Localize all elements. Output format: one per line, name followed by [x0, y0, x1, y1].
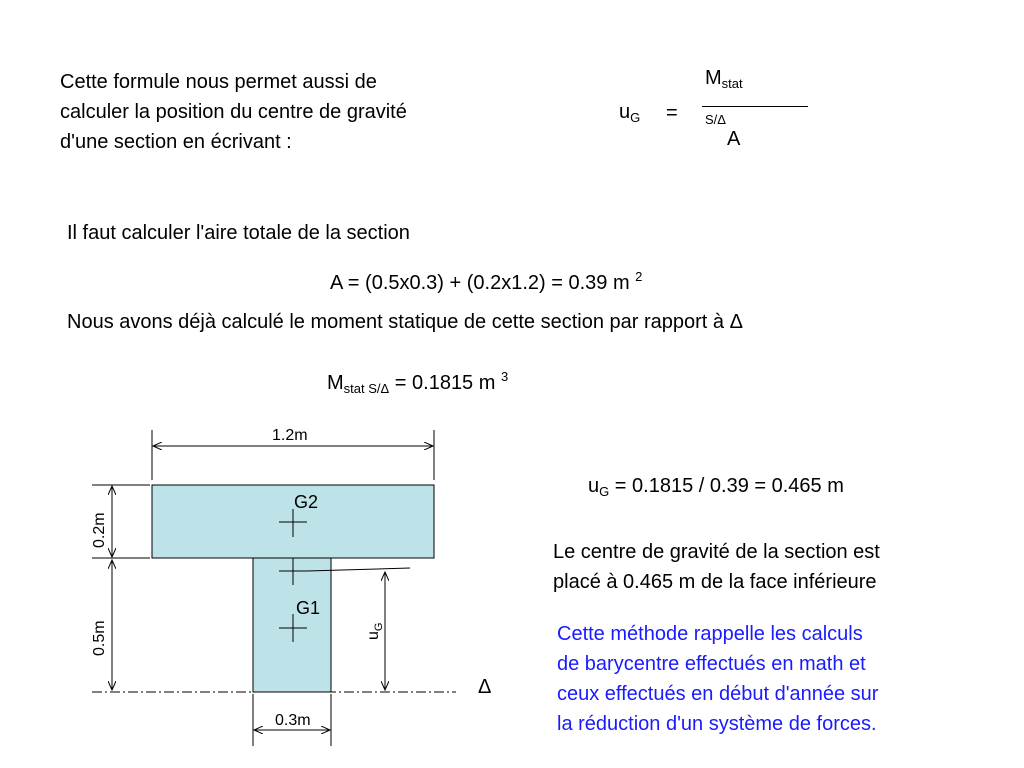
intro-line: d'une section en écrivant : — [60, 131, 292, 153]
formula-lhs-sub: G — [630, 110, 641, 125]
flange-label: 0.2m — [91, 512, 108, 548]
web-width-label: 0.3m — [275, 712, 311, 729]
web-label: 0.5m — [91, 620, 108, 656]
moment-intro: Nous avons déjà calculé le moment statique de cette section par rapport à Δ — [67, 311, 743, 333]
ug-dimension-label — [365, 623, 385, 640]
note-line: de barycentre effectués en math et — [557, 653, 866, 675]
ug-result-main: u — [588, 475, 600, 497]
ug-result-value: = 0.1815 / 0.39 = 0.465 m — [609, 475, 844, 497]
formula-num-main: M — [705, 67, 722, 89]
note-line: ceux effectués en début d'année sur — [557, 683, 879, 705]
width-label: 1.2m — [272, 427, 308, 444]
conclusion-line: Le centre de gravité de la section est — [553, 541, 880, 563]
formula-num-sub: stat S/Δ — [705, 76, 743, 127]
moment-formula-value: = 0.1815 m — [389, 372, 501, 394]
intro-line: calculer la position du centre de gravité — [60, 101, 407, 123]
note-line: Cette méthode rappelle les calculs — [557, 623, 863, 645]
moment-formula-main: M — [327, 372, 344, 394]
delta-axis-label: Δ — [478, 676, 492, 698]
web-rect — [253, 558, 331, 692]
area-intro: Il faut calculer l'aire totale de la section — [67, 222, 410, 244]
ug-dimension-main: u — [365, 631, 382, 640]
formula-lhs-main: u — [619, 101, 631, 123]
intro-line: Cette formule nous permet aussi de — [60, 71, 377, 93]
g2-label: G2 — [294, 492, 319, 512]
area-formula-exponent: 2 — [635, 269, 643, 284]
area-formula-main: A = (0.5x0.3) + (0.2x1.2) = 0.39 m — [330, 272, 636, 294]
ug-result-sub: G — [599, 484, 610, 499]
note-line: la réduction d'un système de forces. — [557, 713, 877, 735]
moment-formula-sub: stat S/Δ — [343, 381, 390, 396]
ug-dimension-sub: G — [373, 622, 385, 632]
formula-denominator: A — [727, 128, 741, 150]
g1-label: G1 — [296, 598, 321, 618]
moment-formula-exponent: 3 — [500, 369, 509, 384]
formula-equals: = — [666, 102, 678, 124]
conclusion-line: placé à 0.465 m de la face inférieure — [553, 571, 877, 593]
